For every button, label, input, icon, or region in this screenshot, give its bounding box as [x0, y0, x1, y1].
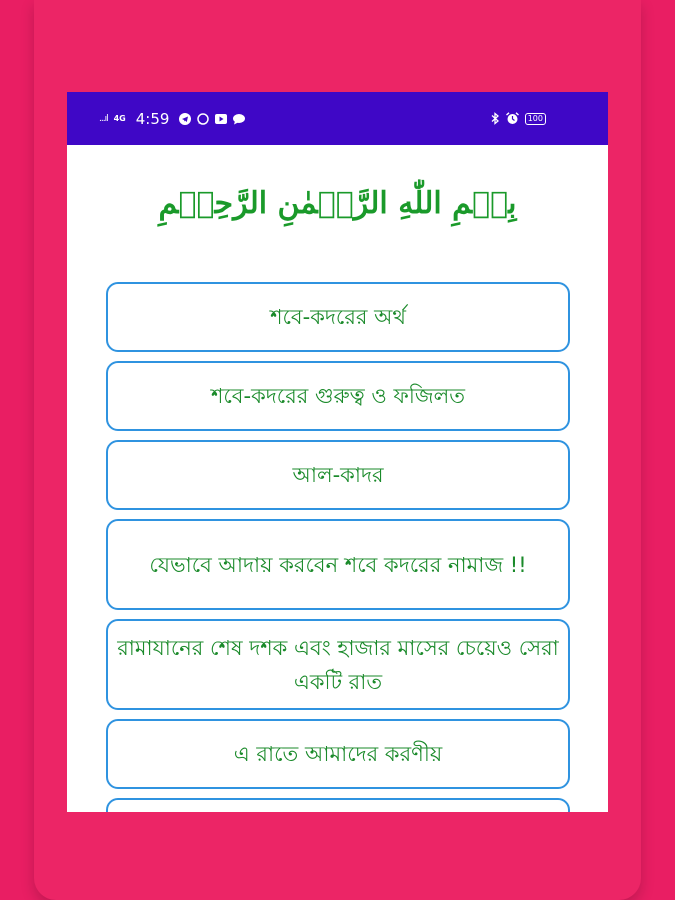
phone-screen	[67, 92, 608, 812]
menu-item-label: আল-কাদর	[292, 463, 384, 487]
chat-icon	[233, 113, 245, 125]
youtube-icon	[215, 113, 227, 125]
status-bar	[67, 92, 608, 145]
bluetooth-icon	[490, 112, 500, 125]
menu-item-label: যেভাবে আদায় করবেন শবে কদরের নামাজ !!	[149, 552, 527, 577]
bismillah-title: بِسۡمِ اللّٰهِ الرَّحۡمٰنِ الرَّحِیۡمِ	[158, 186, 517, 221]
battery-indicator: 100	[525, 113, 546, 125]
menu-item-label: রামাযানের শেষ দশক এবং হাজার মাসের চেয়েও সেরা একটি রাত	[117, 635, 559, 694]
telegram-icon	[179, 113, 191, 125]
status-bar-right	[490, 112, 546, 125]
menu-item-duties[interactable]	[106, 719, 570, 789]
whatsapp-icon	[197, 113, 209, 125]
menu-item-label: শবে-কদরের গুরুত্ব ও ফজিলত	[210, 384, 466, 408]
status-time: 4:59	[135, 109, 170, 128]
menu-item-more[interactable]	[106, 798, 570, 812]
header	[67, 145, 608, 227]
menu-item-importance[interactable]	[106, 361, 570, 431]
menu-item-label: শবে-কদরের অর্থ	[270, 305, 406, 329]
signal-icon: ...ıl	[99, 113, 108, 124]
menu-item-label: এ রাতে আমাদের করণীয়	[233, 742, 443, 766]
menu-item-prayer-method[interactable]	[106, 519, 570, 610]
status-bar-left	[99, 110, 245, 128]
menu-item-meaning[interactable]	[106, 282, 570, 352]
menu-item-al-qadr[interactable]	[106, 440, 570, 510]
menu-item-last-ten-nights[interactable]	[106, 619, 570, 710]
network-type-label: 4G	[113, 113, 126, 123]
alarm-icon	[506, 112, 519, 125]
menu-list	[106, 282, 570, 812]
